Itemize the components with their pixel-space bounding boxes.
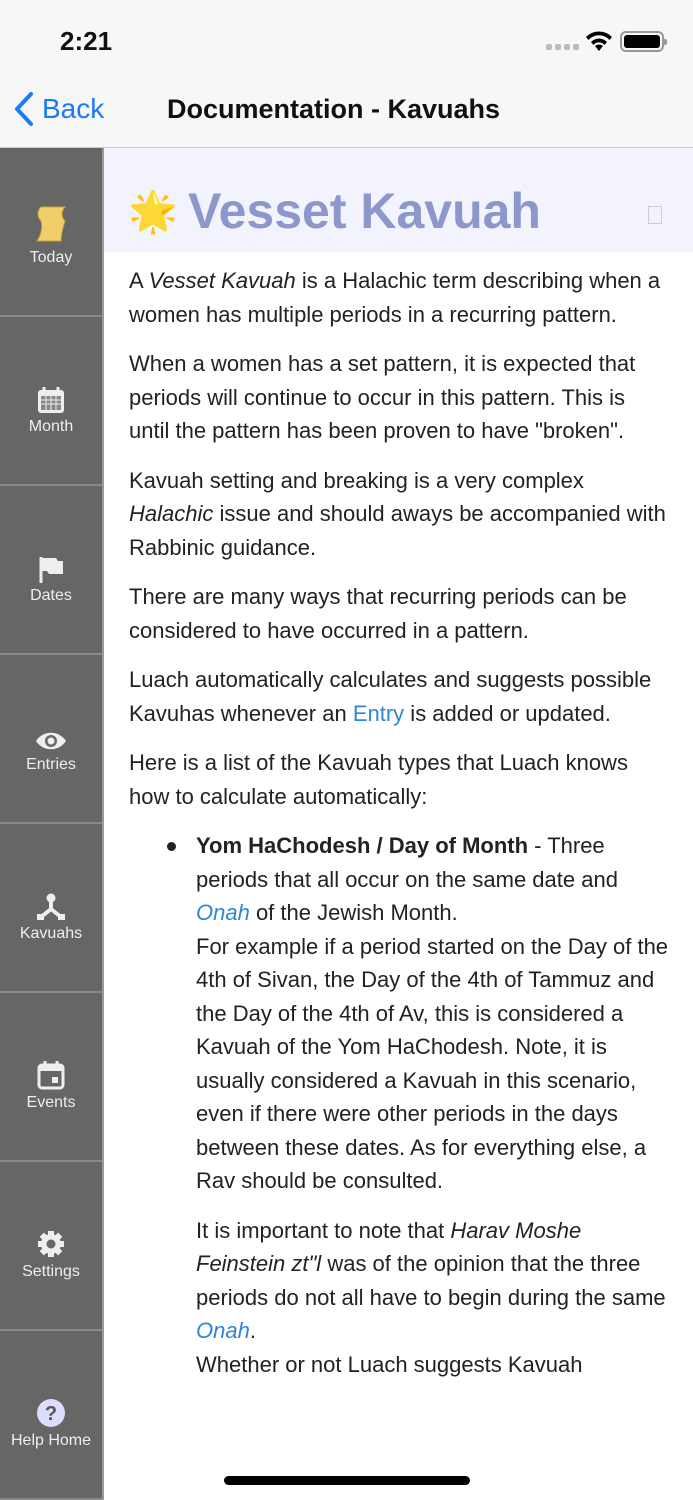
onah-link[interactable]: Onah bbox=[196, 1318, 250, 1343]
sidebar bbox=[0, 148, 104, 1500]
home-indicator[interactable] bbox=[224, 1476, 470, 1485]
status-bar bbox=[0, 0, 693, 80]
sidebar-item-settings[interactable] bbox=[0, 1162, 102, 1331]
onah-link[interactable]: Onah bbox=[196, 900, 250, 925]
sidebar-label: Dates bbox=[30, 586, 72, 604]
page-title: Documentation - Kavuahs bbox=[167, 94, 501, 124]
battery-icon bbox=[620, 31, 664, 52]
back-label: Back bbox=[42, 93, 105, 124]
sidebar-label: Today bbox=[29, 248, 73, 266]
wifi-icon bbox=[585, 30, 613, 52]
sidebar-label: Help Home bbox=[10, 1431, 92, 1449]
sidebar-item-month[interactable] bbox=[0, 317, 102, 486]
flag-icon bbox=[38, 549, 64, 583]
paragraph: A Vesset Kavuah is a Halachic term describing when a women has multiple periods in a recurring pattern. bbox=[129, 268, 661, 327]
chevron-left-icon bbox=[14, 92, 34, 126]
sidebar-label: Kavuahs bbox=[19, 924, 83, 942]
list-item-detail: Whether or not Luach suggests Kavuah bbox=[196, 1351, 583, 1377]
sidebar-label: Entries bbox=[26, 755, 76, 773]
navigation-bar bbox=[0, 80, 693, 148]
paragraph: Here is a list of the Kavuah types that Luach knows how to calculate automatically: bbox=[129, 750, 628, 809]
kavuah-types-list bbox=[129, 829, 669, 1381]
sidebar-label: Events bbox=[26, 1093, 76, 1111]
documentation-content[interactable] bbox=[104, 148, 693, 1500]
list-item: Yom HaChodesh / Day of Month - Three periods that all occur on the same date and Onah of the Jewish Month. For example if a period started on the Day of the 4th of Sivan, the Day of the 4th of Tammuz and the Day of the 4th of Av, this is considered a Kavuah of the Yom HaChodesh. Note, it is usually considered a Kavuah in this scenario, even if there were other periods in the days between these dates. As for everything else, a Rav should be consulted. It is important to note that Harav Moshe Feinstein zt"l was of the opinion that the three periods do not all have to begin during the same Onah. Whether or not Luach suggests Kavuah bbox=[196, 829, 669, 1381]
sidebar-item-help-home[interactable] bbox=[0, 1331, 102, 1500]
eye-icon bbox=[35, 718, 67, 752]
paragraph: Kavuah setting and breaking is a very complex Halachic issue and should aways be accompanied with Rabbinic guidance. bbox=[129, 467, 666, 560]
scroll-icon bbox=[33, 211, 69, 245]
gear-icon bbox=[36, 1225, 66, 1259]
sidebar-item-kavuahs[interactable] bbox=[0, 824, 102, 993]
section-header bbox=[104, 148, 693, 252]
branch-icon bbox=[36, 887, 66, 921]
list-item-detail: For example if a period started on the Day of the 4th of Sivan, the Day of the 4th of Tammuz and the Day of the 4th of Av, this is considered a Kavuah of the Yom HaChodesh. Note, it is usually considered a Kavuah in this scenario, even if there were other periods in the days between these dates. As for everything else, a Rav should be consulted. bbox=[196, 933, 669, 1193]
back-button[interactable] bbox=[14, 92, 104, 126]
clock: 2:21 bbox=[60, 26, 113, 56]
sidebar-item-events[interactable] bbox=[0, 993, 102, 1162]
svg-text:?: ? bbox=[44, 1402, 58, 1425]
sidebar-label: Settings bbox=[22, 1262, 80, 1280]
event-icon bbox=[37, 1056, 65, 1090]
sidebar-label: Month bbox=[28, 417, 74, 435]
calendar-icon bbox=[37, 380, 65, 414]
sidebar-item-entries[interactable] bbox=[0, 655, 102, 824]
cellular-signal-icon bbox=[546, 44, 579, 50]
paragraph: Luach automatically calculates and suggests possible Kavuhas whenever an Entry is added or updated. bbox=[129, 667, 652, 726]
sidebar-item-dates[interactable] bbox=[0, 486, 102, 655]
help-icon bbox=[36, 1394, 66, 1428]
paragraph: When a women has a set pattern, it is expected that periods will continue to occur in this pattern. This is until the pattern has been proven to have "broken". bbox=[129, 351, 636, 443]
missing-glyph-icon bbox=[648, 206, 662, 224]
paragraph: There are many ways that recurring periods can be considered to have occurred in a pattern. bbox=[129, 584, 627, 643]
star-icon: 🌟 bbox=[128, 190, 178, 234]
section-title: Vesset Kavuah bbox=[188, 183, 541, 239]
sidebar-item-today[interactable] bbox=[0, 148, 102, 317]
entry-link[interactable]: Entry bbox=[352, 700, 405, 726]
